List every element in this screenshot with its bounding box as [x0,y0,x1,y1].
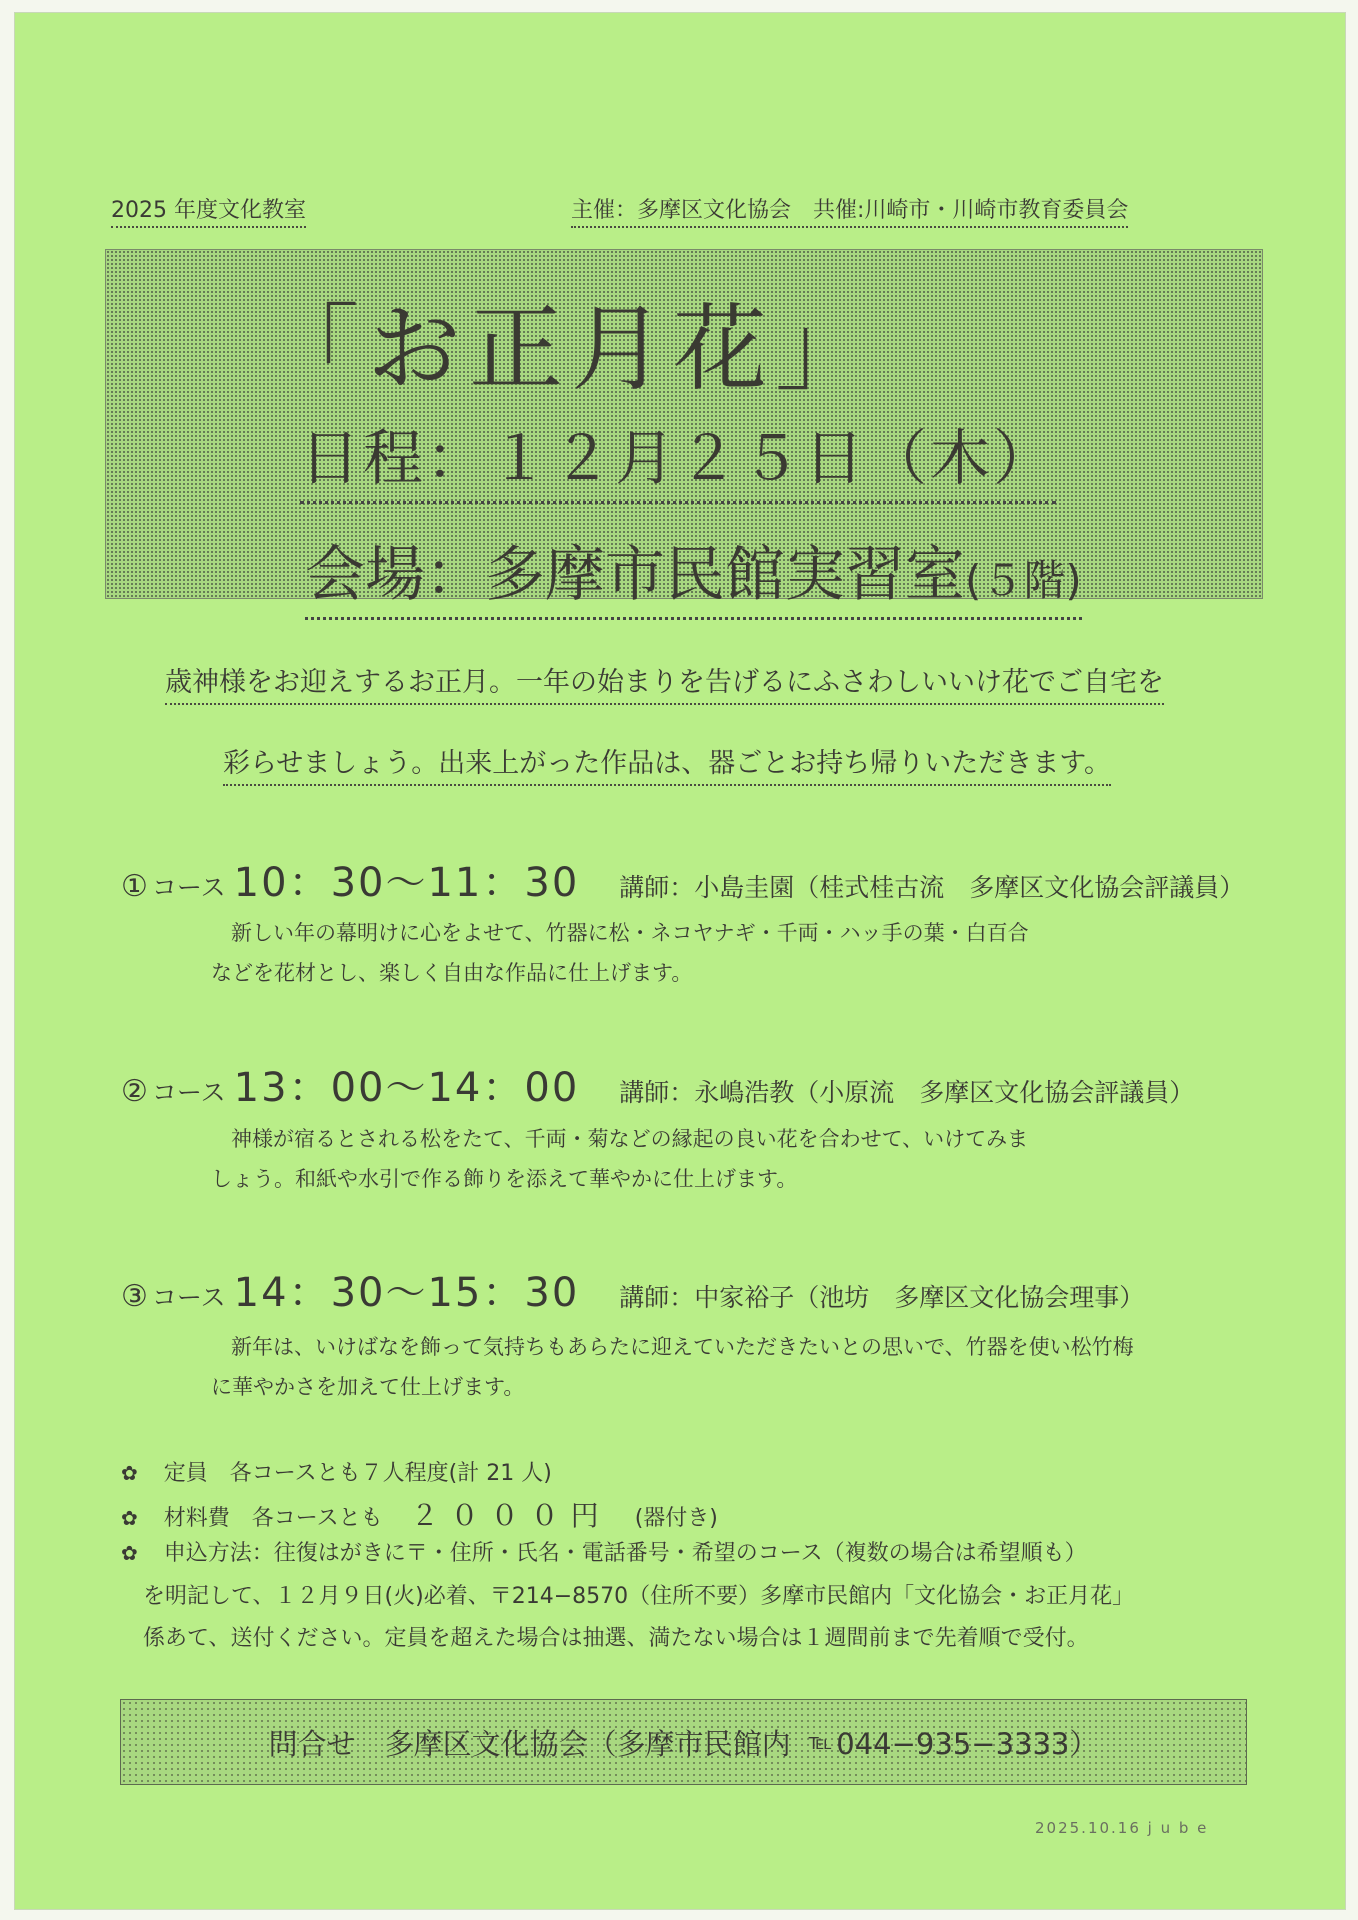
contact-label: 問合せ 多摩区文化協会（多摩市民館内 [268,1726,791,1761]
flower-bullet-icon: ✿ [121,1461,138,1485]
contact-box [120,1699,1247,1785]
contact-tel: 044−935−3333） [836,1726,1099,1761]
flower-bullet-icon: ✿ [121,1506,138,1530]
course-3-instructor: 講師：中家裕子（池坊 多摩区文化協会理事） [619,1283,1145,1312]
capacity-text: 定員 各コースとも７人程度(計 21 人) [163,1461,552,1486]
course-2-label: コース [151,1078,226,1107]
apply-line-2: を明記して、１２月９日(火)必着、〒214−8570（住所不要）多摩市民館内「文化協会・お正月花」 [143,1584,1135,1609]
intro-line-1: 歳神様をお迎えするお正月。一年の始まりを告げるにふさわしいいけ花でご自宅を [165,660,1164,705]
course-3-desc-2: に華やかさを加えて仕上げます。 [211,1375,525,1399]
course-3-header [121,1261,1144,1318]
course-3-label: コース [151,1283,226,1312]
event-venue [305,527,1082,620]
course-3-time: 14：30〜15：30 [233,1270,580,1316]
venue-floor: (５階) [965,556,1082,605]
course-3-desc-1: 新年は、いけばなを飾って気持ちもあらたに迎えていただきたいとの思いで、竹器を使い松竹梅 [231,1335,1134,1359]
page-title: 「お正月花」 [265,295,878,404]
fee-row [121,1494,718,1534]
event-date: 日程：１２月２５日（木） [300,411,1056,504]
footnote: 2025.10.16 j u b e [1035,1819,1209,1837]
course-2-time: 13：00〜14：00 [233,1065,580,1111]
course-1-instructor: 講師：小島圭園（桂式桂古流 多摩区文化協会評議員） [619,873,1245,902]
contact-row [121,1700,1246,1784]
course-1-header [121,851,1244,908]
course-1-time: 10：30〜11：30 [233,860,580,906]
course-2-desc-2: しょう。和紙や水引で作る飾りを添えて華やかに仕上げます。 [211,1167,798,1191]
course-3-number: ③ [121,1279,148,1314]
course-1-desc-1: 新しい年の幕明けに心をよせて、竹器に松・ネコヤナギ・千両・ハッ手の葉・白百合 [231,921,1029,945]
course-2-header [121,1056,1194,1113]
course-2-number: ② [121,1074,148,1109]
fee-note: (器付き) [634,1506,718,1531]
course-1-desc-2: などを花材とし、楽しく自由な作品に仕上げます。 [211,961,693,985]
year-label: 2025 年度文化教室 [111,193,306,228]
course-1-label: コース [151,873,226,902]
flower-bullet-icon: ✿ [121,1541,138,1565]
course-1-number: ① [121,869,148,904]
course-2-desc-1: 神様が宿るとされる松をたて、千両・菊などの縁起の良い花を合わせて、いけてみま [231,1127,1029,1151]
fee-label: 材料費 各コースとも [163,1506,383,1531]
apply-row [121,1536,1087,1567]
capacity-row [121,1456,552,1487]
course-2-instructor: 講師：永嶋浩教（小原流 多摩区文化協会評議員） [619,1078,1195,1107]
fee-amount: ２０００円 [410,1499,611,1532]
apply-line-3: 係あて、送付ください。定員を超えた場合は抽選、満たない場合は１週間前まで先着順で受付。 [143,1626,1089,1651]
apply-line-1: 申込方法：往復はがきに〒・住所・氏名・電話番号・希望のコース（複数の場合は希望順も） [163,1541,1087,1566]
phone-icon: ℡ [808,1729,833,1755]
flyer-sheet [14,12,1346,1910]
intro-line-2: 彩らせましょう。出来上がった作品は、器ごとお持ち帰りいただきます。 [223,741,1111,786]
venue-label: 会場：多摩市民館実習室 [305,540,965,610]
organizers: 主催：多摩区文化協会 共催:川崎市・川崎市教育委員会 [571,193,1128,228]
